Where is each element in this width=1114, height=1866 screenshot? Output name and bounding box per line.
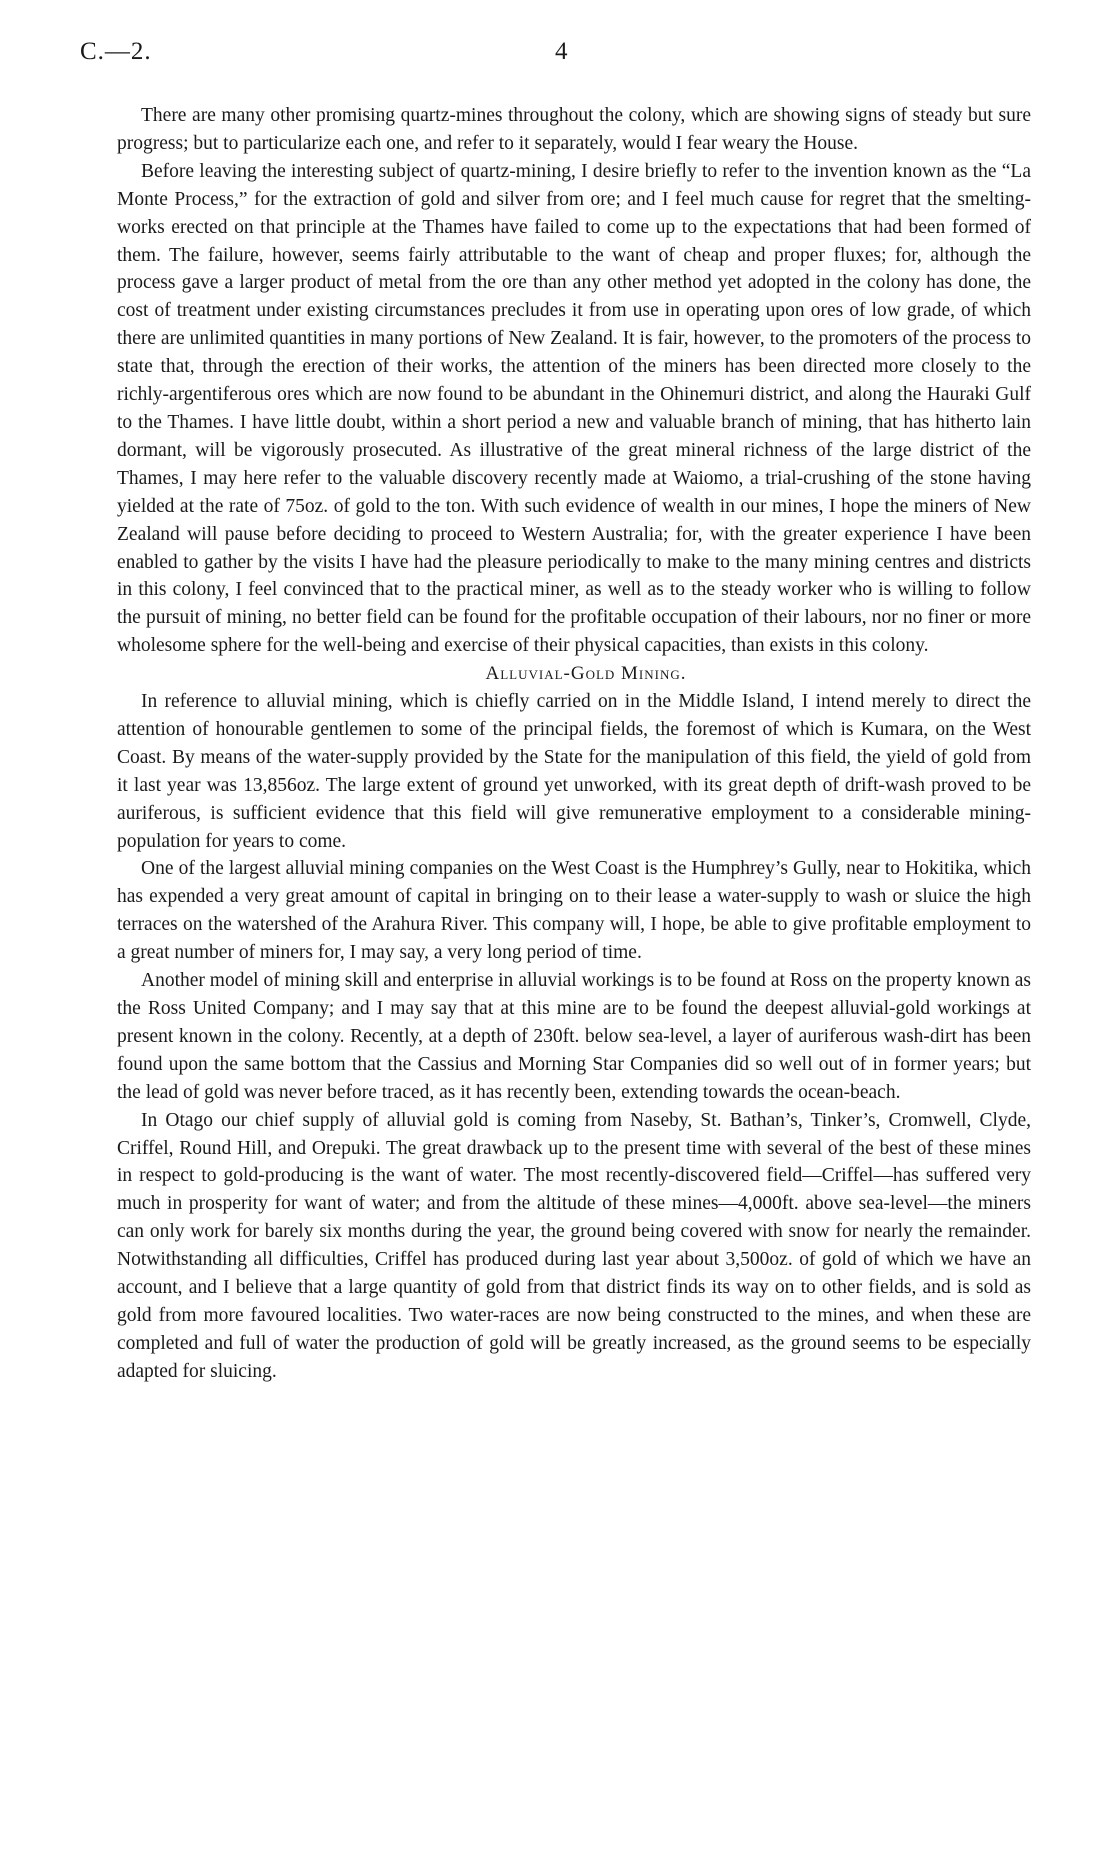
paragraph-ross-united: Another model of mining skill and enterprise in alluvial workings is to be found at Ross on the property known as the Ross United Company; and I may say that at this mine are to be found the deepest alluvial-gold workings at present known in the colony. Recently, at a depth of 230ft. below sea-level, a layer of auriferous wash-dirt has been found upon the same bottom that the Cassius and Morning Star Companies did so well out of in former years; but the lead of gold was never before traced, as it has recently been, extending towards the ocean-beach. [117,970,1031,1103]
document-code: C.—2. [80,38,152,65]
section-heading-alluvial: Alluvial-Gold Mining. [485,663,687,685]
paragraph-otago: In Otago our chief supply of alluvial gold is coming from Naseby, St. Bathan’s, Tinker’s, Cromwell, Clyde, Criffel, Round Hill, and Orepuki. The great drawback up to the present time with several of the best of these mines in respect to gold-producing is the want of water. The most recently-discovered field—Criffel—has suffered very much in prosperity for want of water; and from the altitude of these mines—4,000ft. above sea-level—the miners can only work for barely six months during the year, the ground being covered with snow for nearly the remainder. Notwithstanding all difficulties, Criffel has produced during last year about 3,500oz. of gold of which we have an account, and I believe that a large quantity of gold from that district finds its way on to other fields, and is sold as gold from more favoured localities. Two water-races are now being constructed to the mines, and when these are completed and full of water the production of gold will be greatly increased, as the ground seems to be especially adapted for sluicing. [117,1109,1031,1382]
page-header [80,38,1040,68]
paragraph-humphreys-gully: One of the largest alluvial mining companies on the West Coast is the Humphrey’s Gully, near to Hokitika, which has expended a very great amount of capital in bringing on to their lease a water-supply to wash or sluice the high terraces on the watershed of the Arahura River. This company will, I hope, be able to give profitable employment to a great number of miners for, I may say, a very long period of time. [117,858,1031,964]
paragraph-kumara: In reference to alluvial mining, which is chiefly carried on in the Middle Island, I intend merely to direct the attention of honourable gentlemen to some of the principal fields, the foremost of which is Kumara, on the West Coast. By means of the water-supply provided by the State for the manipulation of this field, the yield of gold from it last year was 13,856oz. The large extent of ground yet unworked, with its great depth of drift-wash proved to be auriferous, is sufficient evidence that this field will give remunerative employment to a considerable mining-population for years to come. [117,691,1031,852]
paragraph-quartz-mines: There are many other promising quartz-mines throughout the colony, which are showing signs of steady but sure progress; but to particularize each one, and refer to it separately, would I fear weary the House. [117,105,1031,154]
paragraph-la-monte-process: Before leaving the interesting subject of quartz-mining, I desire briefly to refer to the invention known as the “La Monte Process,” for the extraction of gold and silver from ore; and I feel much cause for regret that the smelting-works erected on that principle at the Thames have failed to come up to the expectations that had been formed of them. The failure, however, seems fairly attributable to the want of cheap and proper fluxes; for, although the process gave a larger product of metal from the ore than any other method yet adopted in the colony has done, the cost of treatment under existing circumstances precludes it from use in operating upon ores of low grade, of which there are unlimited quantities in many portions of New Zealand. It is fair, however, to the promoters of the process to state that, through the erection of their works, the attention of the miners has been directed more closely to the richly-argentiferous ores which are now found to be abundant in the Ohinemuri district, and along the Hauraki Gulf to the Thames. I have little doubt, within a short period a new and valuable branch of mining, that has hitherto lain dormant, will be vigorously prosecuted. As illustrative of the great mineral richness of the large district of the Thames, I may here refer to the valuable discovery recently made at Waiomo, a trial-crushing of the stone having yielded at the rate of 75oz. of gold to the ton. With such evidence of wealth in our mines, I hope the miners of New Zealand will pause before deciding to proceed to Western Australia; for, with the greater experience I have been enabled to gather by the visits I have had the pleasure periodically to make to the many mining centres and districts in this colony, I feel convinced that to the practical miner, as well as to the steady worker who is willing to follow the pursuit of mining, no better field can be found for the profitable occupation of their labours, nor no finer or more wholesome sphere for the well-being and exercise of their physical capacities, than exists in this colony. [117,160,1031,657]
body-text [117,102,1031,1386]
page-number: 4 [555,38,568,65]
